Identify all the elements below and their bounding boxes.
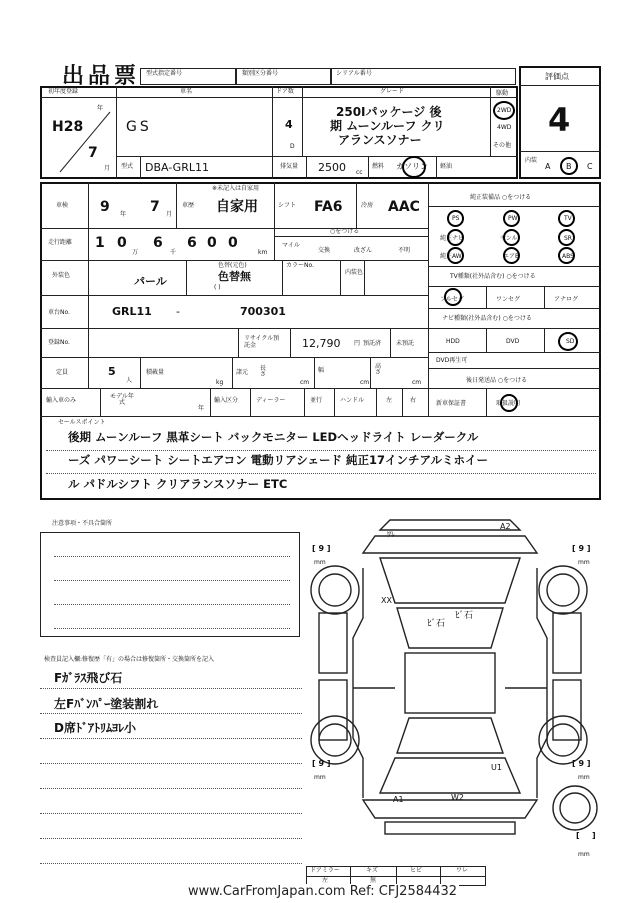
tread-fr: 9 [578, 544, 585, 553]
notes-box [40, 532, 300, 637]
diagram-mark-a1: A1 [393, 795, 404, 804]
ac-value: AAC [388, 199, 420, 215]
field-label: 類別区分番号 [242, 70, 279, 77]
tread-fl: 9 [318, 544, 325, 553]
shift-value: FA6 [314, 199, 343, 215]
door-count: 4 [285, 118, 293, 131]
sales-line2: ーズ パワーシート シートエアコン 電動リアシェード 純正17インチアルミホイー [68, 453, 489, 467]
page-title: 出品票 [62, 64, 141, 89]
score-value: 4 [548, 101, 571, 139]
interior-label: 内装 [525, 157, 538, 164]
grade-line3: アランスソナー [338, 133, 422, 147]
exterior-color: パール [134, 275, 167, 288]
chassis-model: GRL11 [112, 305, 152, 318]
reg-era: H28 [52, 119, 84, 135]
field-label: 型式指定番号 [146, 70, 183, 77]
inspector-line1: Fｶﾞﾗｽ飛び石 [54, 671, 123, 685]
diagram-mark-stone2: ﾋﾞ石 [455, 611, 474, 621]
inspector-line2: 左Fﾊﾞﾝﾊﾟｰ塗装割れ [54, 697, 159, 711]
inspector-line3: D席ﾄﾞｱﾄﾘﾑﾖﾚ小 [54, 721, 136, 735]
history-value: 自家用 [216, 199, 258, 215]
inspection-month: 7 [150, 199, 160, 215]
car-type: DBA-GRL11 [145, 161, 209, 174]
reg-month: 7 [88, 145, 98, 161]
diagram-mark-w2: W2 [451, 793, 464, 802]
tread-rr: 9 [578, 759, 585, 768]
engine-cc: 2500 [318, 161, 346, 174]
car-name: GS [126, 119, 152, 135]
sales-line3: ル パドルシフト クリアランスソナー ETC [68, 477, 288, 491]
car-damage-diagram [305, 508, 625, 848]
recycle-fee: 12,790 [302, 337, 341, 350]
diagram-mark-tl: ﾜﾚ [387, 530, 395, 539]
tread-rl: 9 [318, 759, 325, 768]
chassis-number: 700301 [240, 305, 286, 318]
inspection-year: 9 [100, 199, 110, 215]
footer-watermark: www.CarFromJapan.com Ref: CFJ2584432 [188, 884, 458, 899]
diagram-mark-stone1: ﾋﾞ石 [427, 619, 446, 629]
drive-2wd-circle [493, 101, 515, 120]
diagram-mark-a2: A2 [500, 522, 511, 531]
diagram-mark-xx: XX [381, 596, 392, 605]
interior-b-circle [560, 157, 578, 175]
grade-line1: 250Iパッケージ 後 [336, 105, 442, 119]
sales-line1: 後期 ムーンルーフ 黒革シート バックモニター LEDヘッドライト レーダークル [68, 430, 479, 444]
diagram-mark-u1: U1 [491, 763, 502, 772]
score-label: 評価点 [545, 72, 569, 81]
fuel-gasoline-circle [402, 156, 426, 178]
field-label: シリアル番号 [336, 70, 372, 77]
grade-line2: 期 ムーンルーフ クリ [330, 119, 445, 133]
reg-slash [40, 97, 116, 179]
color-swap: 色替無 [218, 270, 251, 283]
